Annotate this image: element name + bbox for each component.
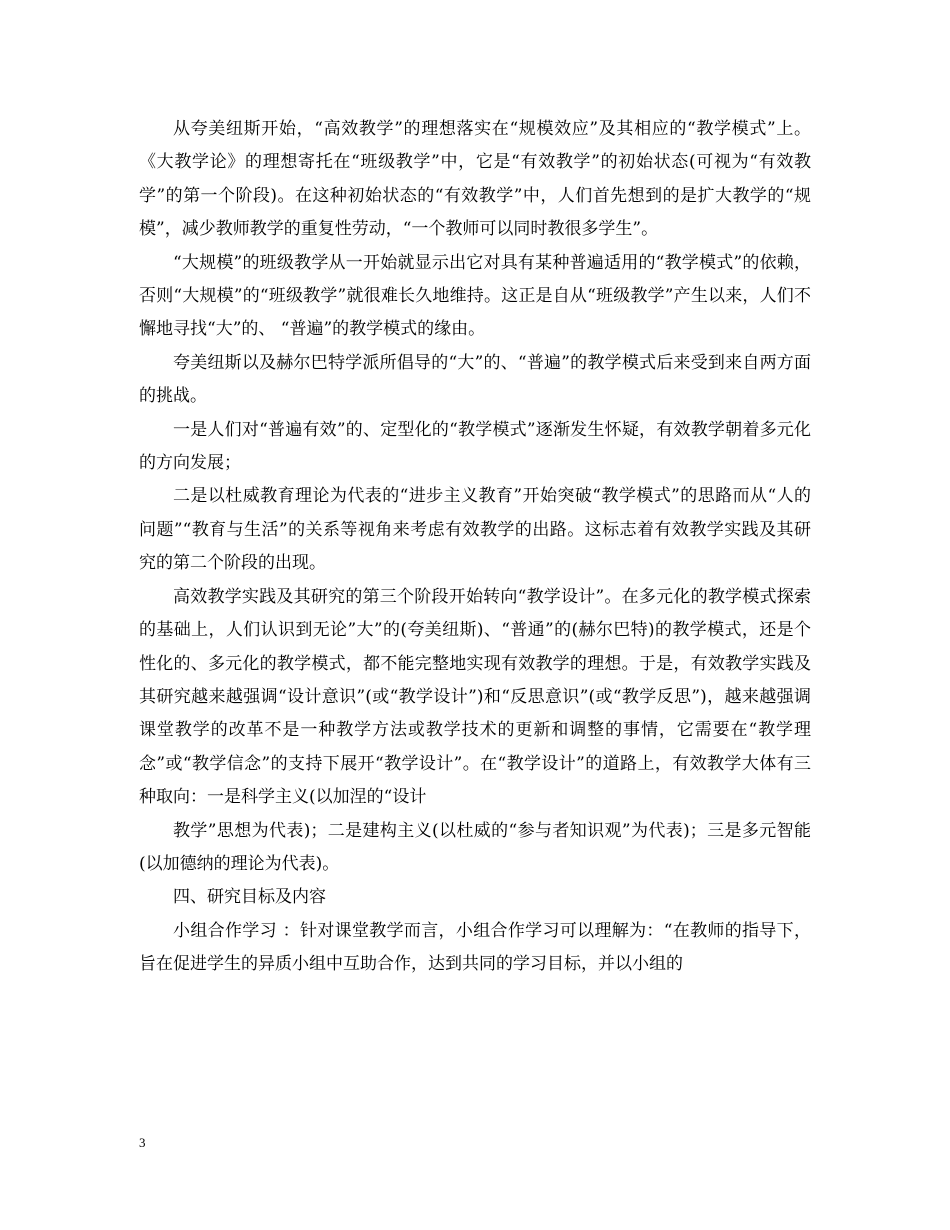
paragraph-comenius: 从夸美纽斯开始，“高效教学”的理想落实在“规模效应”及其相应的“教学模式”上。《大教学论》的理想寄托在“班级教学”中，它是“有效教学”的初始状态(可视为“有效教学”的第一个阶段)。在这种初始状态的“有效教学”中，人们首先想到的是扩大教学的“规模”，减少教师教学的重复性劳动，“一个教师可以同时教很多学生”。 xyxy=(139,119,811,240)
paragraph-challenge-one: 一是人们对“普遍有效”的、定型化的“教学模式”逐渐发生怀疑，有效教学朝着多元化的方向发展； xyxy=(139,419,811,474)
paragraph-challenges: 夸美纽斯以及赫尔巴特学派所倡导的“大”的、“普遍”的教学模式后来受到来自两方面的挑战。 xyxy=(139,352,811,407)
paragraph-three-orientations: 教学”思想为代表)；二是建构主义(以杜威的“参与者知识观”为代表)；三是多元智能(以加德纳的理论为代表)。 xyxy=(139,820,811,874)
page-number: 3 xyxy=(139,1135,146,1150)
section-heading-research-goals: 四、研究目标及内容 xyxy=(173,887,326,908)
paragraph-challenge-two: 二是以杜威教育理论为代表的“进步主义教育”开始突破“教学模式”的思路而从“人的问题”“教育与生活”的关系等视角来考虑有效教学的出路。这标志着有效教学实践及其研究的第二个阶段的出现。 xyxy=(139,486,811,574)
paragraph-group-learning: 小组合作学习 ：针对课堂教学而言，小组合作学习可以理解为：“在教师的指导下，旨在促进学生的异质小组中互助合作，达到共同的学习目标，并以小组的 xyxy=(139,920,811,975)
paragraph-large-scale: “大规模”的班级教学从一开始就显示出它对具有某种普遍适用的“教学模式”的依赖，否则“大规模”的“班级教学”就很难长久地维持。这正是自从“班级教学”产生以来，人们不懈地寻找“大”的、 “普遍”的教学模式的缘由。 xyxy=(139,252,811,340)
paragraph-third-stage: 高效教学实践及其研究的第三个阶段开始转向“教学设计”。在多元化的教学模式探索的基础上，人们认识到无论”大”的(夸美纽斯)、“普通”的(赫尔巴特)的教学模式，还是个性化的、多元化的教学模式，都不能完整地实现有效教学的理想。于是，有效教学实践及其研究越来越强调“设计意识”(或“教学设计”)和“反思意识”(或“教学反思”)，越来越强调课堂教学的改革不是一种教学方法或教学技术的更新和调整的事情，它需要在“教学理念”或“教学信念”的支持下展开“教学设计”。在“教学设计”的道路上，有效教学大体有三种取向：一是科学主义(以加涅的“设计 xyxy=(139,586,811,808)
body-text xyxy=(139,113,811,982)
